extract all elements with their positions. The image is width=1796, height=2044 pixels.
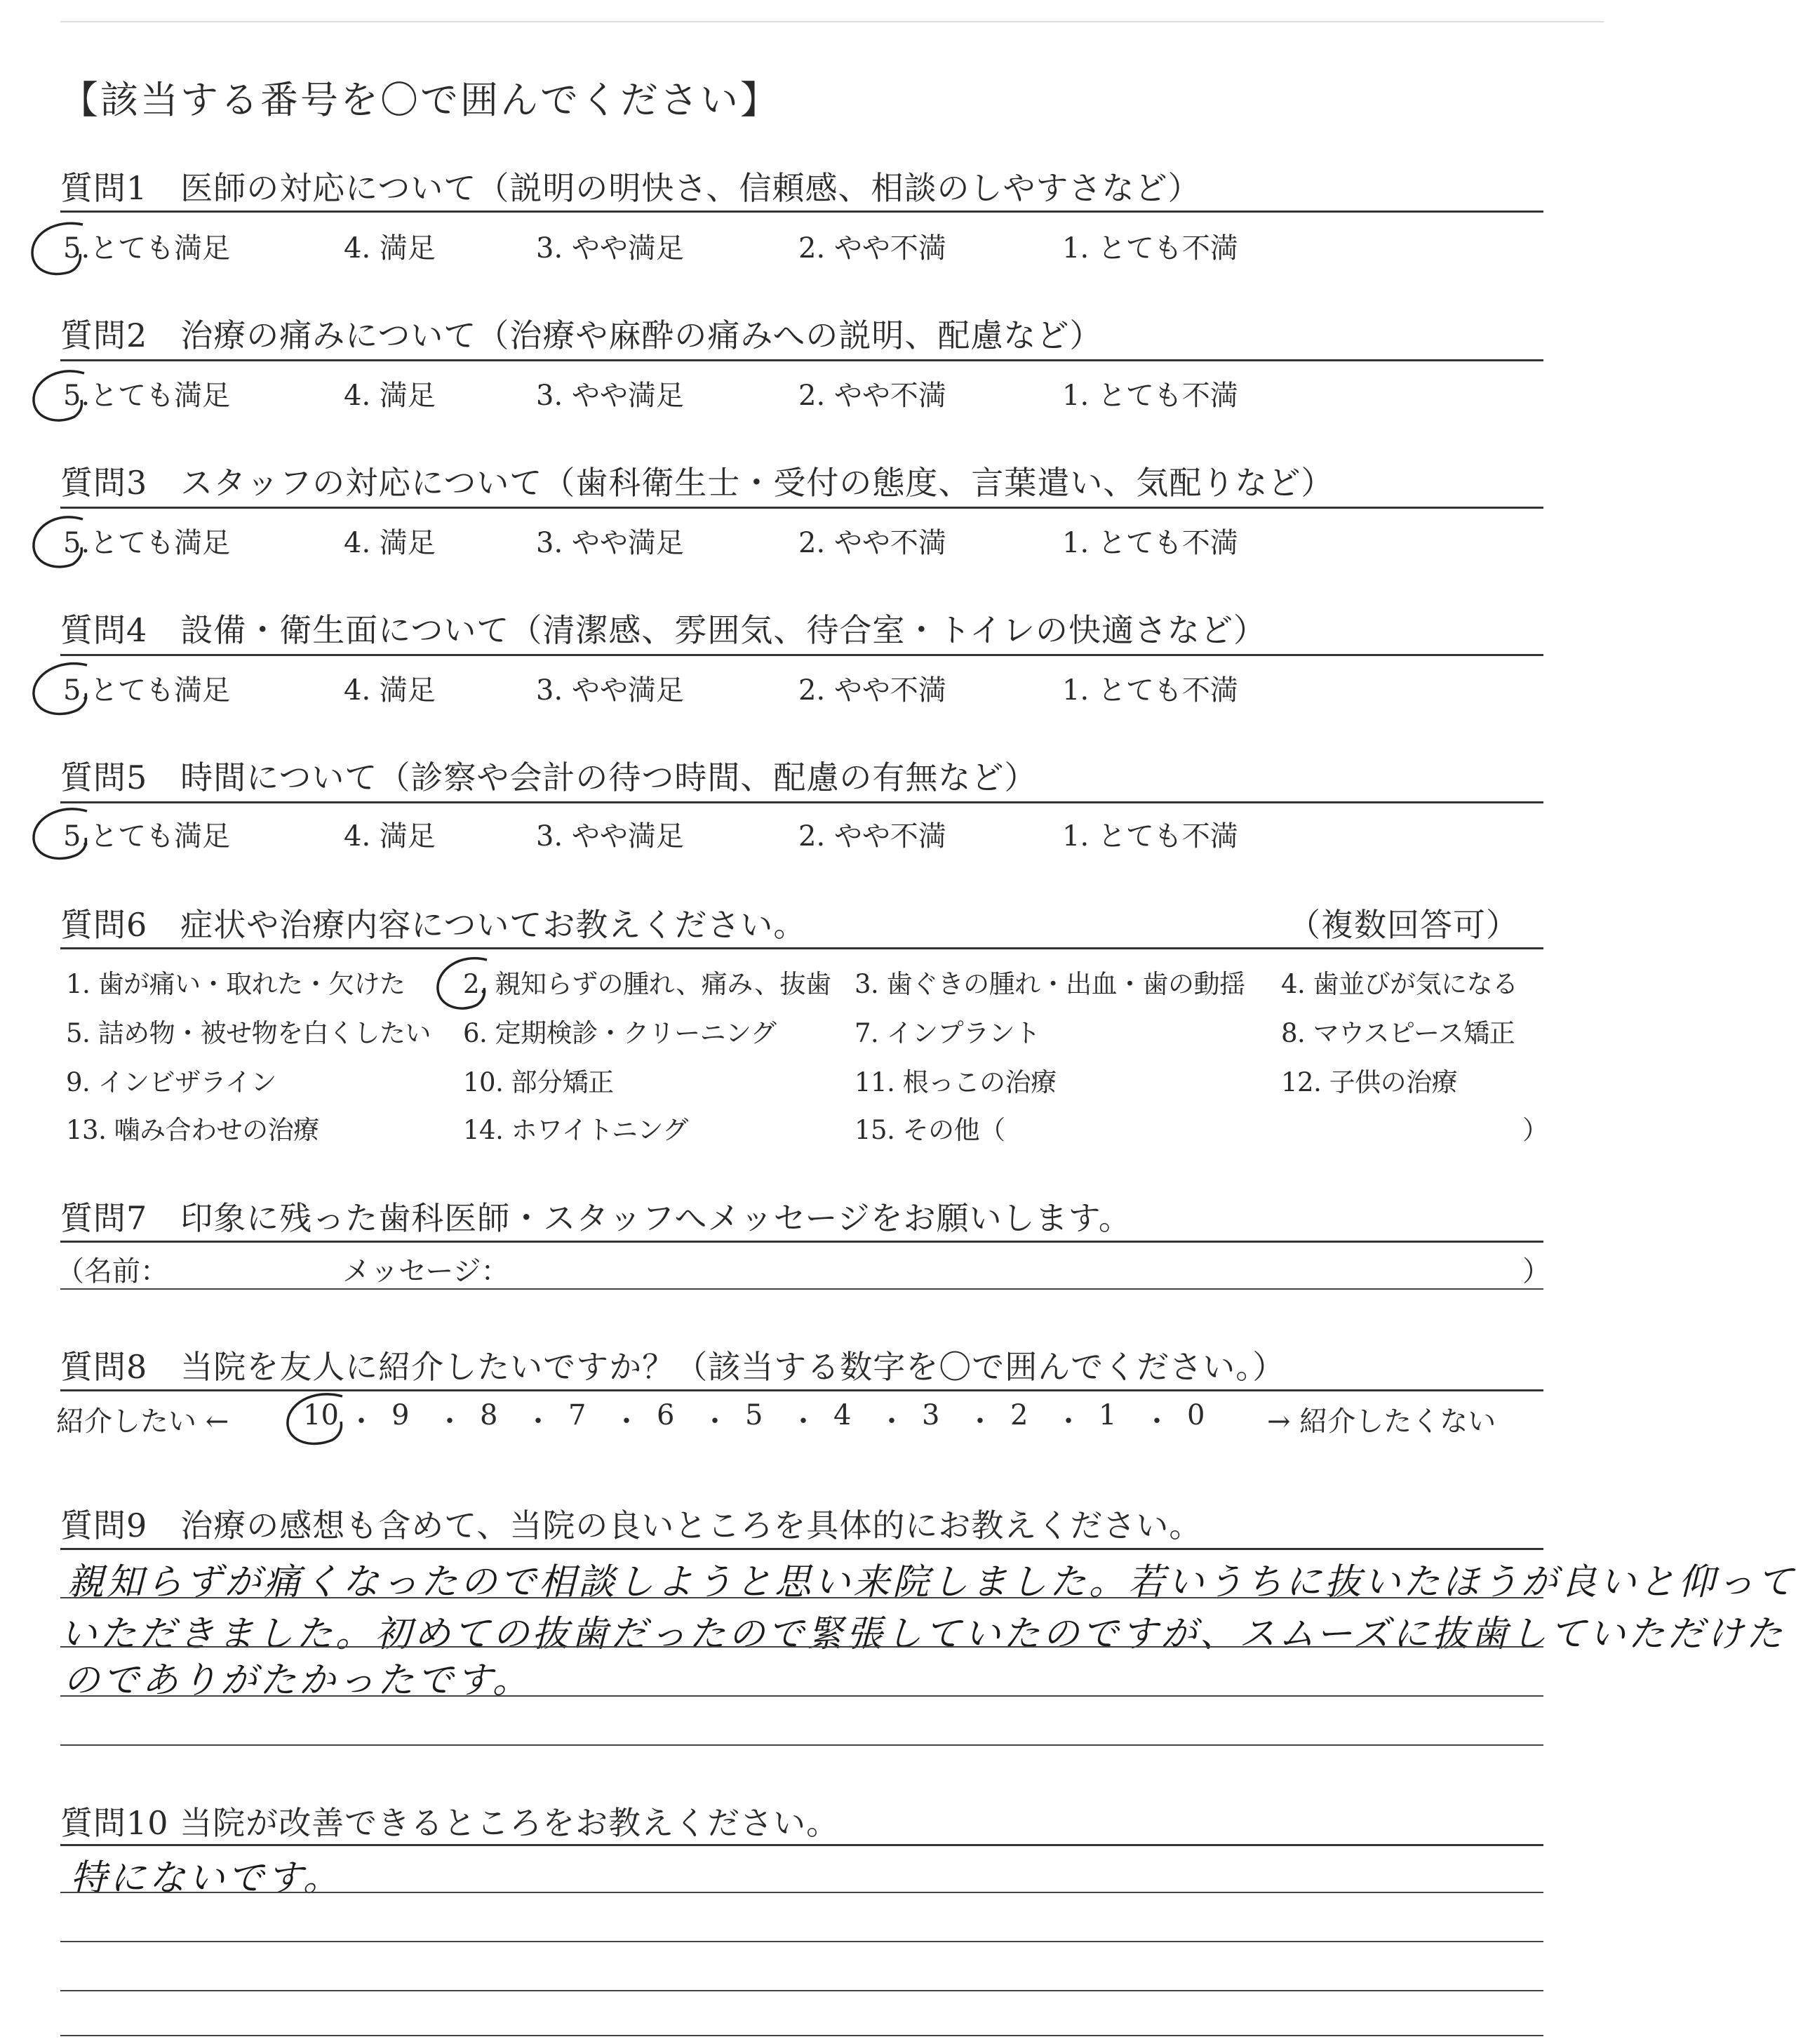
question-10-title: 質問10 当院が改善できるところをお教えください。 [60,1804,840,1842]
q4-option-1[interactable]: 1. とても不満 [1062,674,1238,707]
q2-option-5[interactable]: 5.とても満足 [63,380,231,412]
q8-scale-separator: ・ [524,1405,552,1438]
q6-option-10[interactable]: 10. 部分矯正 [463,1067,614,1097]
q8-scale-3[interactable]: 3 [922,1399,940,1431]
q7-name-label: （名前： [56,1255,168,1288]
q1-option-2[interactable]: 2. やや不満 [798,232,946,265]
q8-scale-0[interactable]: 0 [1187,1399,1205,1431]
q8-scale-5[interactable]: 5 [745,1399,763,1431]
q6-option-7[interactable]: 7. インプラント [855,1018,1040,1048]
q3-option-4[interactable]: 4. 満足 [344,527,436,559]
q6-option-8[interactable]: 8. マウスピース矯正 [1281,1018,1515,1048]
page-header: 【該当する番号を〇で囲んでください】 [60,78,780,122]
q3-option-3[interactable]: 3. やや満足 [536,527,684,559]
q7-answer-line [60,1288,1543,1290]
q1-option-1[interactable]: 1. とても不満 [1062,232,1238,265]
q6-option-12[interactable]: 12. 子供の治療 [1281,1067,1458,1097]
q7-close-paren: ） [1522,1255,1550,1288]
q8-scale-7[interactable]: 7 [568,1399,587,1431]
q8-scale-8[interactable]: 8 [480,1399,498,1431]
q2-option-2[interactable]: 2. やや不満 [798,380,946,412]
q2-option-1[interactable]: 1. とても不満 [1062,380,1238,412]
question-3-rule [60,507,1543,509]
question-6-title: 質問6 症状や治療内容についてお教えください。 [60,906,807,944]
q9-answer-line-3: のでありがたかったです。 [63,1659,532,1702]
question-3-title: 質問3 スタッフの対応について（歯科衛生士・受付の態度、言葉遣い、気配りなど） [60,464,1334,502]
q7-message-label: メッセージ： [342,1255,509,1288]
q10-writing-line-2 [60,1941,1543,1942]
question-5-title: 質問5 時間について（診察や会計の待つ時間、配慮の有無など） [60,759,1038,796]
q4-option-5[interactable]: 5.とても満足 [63,674,231,707]
q8-scale-separator: ・ [347,1405,375,1438]
question-6-rule [60,947,1543,949]
q6-option-6[interactable]: 6. 定期検診・クリーニング [463,1018,777,1048]
q8-scale-separator: ・ [789,1405,817,1438]
q9-writing-line-2 [60,1646,1543,1648]
q9-writing-line-4 [60,1744,1543,1746]
q2-selection-circle-mark [28,366,98,429]
q10-answer: 特にないです。 [70,1857,342,1899]
q3-selection-circle-mark [28,512,98,575]
q9-answer-line-1: 親知らずが痛くなったので相談しようと思い来院しました。若いうちに抜いたほうが良いと仰って [67,1561,1796,1603]
question-7-title: 質問7 印象に残った歯科医師・スタッフへメッセージをお願いします。 [60,1199,1132,1237]
question-10-rule [60,1844,1543,1846]
question-1-title: 質問1 医師の対応について（説明の明快さ、信頼感、相談のしやすさなど） [60,169,1201,207]
q4-option-4[interactable]: 4. 満足 [344,674,436,707]
q3-option-2[interactable]: 2. やや不満 [798,527,946,559]
q9-writing-line-1 [60,1597,1543,1598]
q3-option-5[interactable]: 5.とても満足 [63,527,231,559]
q4-option-2[interactable]: 2. やや不満 [798,674,946,707]
q8-right-label: → 紹介したくない [1267,1405,1496,1438]
q3-option-1[interactable]: 1. とても不満 [1062,527,1238,559]
question-9-title: 質問9 治療の感想も含めて、当院の良いところを具体的にお教えください。 [60,1507,1202,1544]
question-6-note: （複数回答可） [1288,906,1519,944]
q9-answer-line-2: いただきました。初めての抜歯だったので緊張していたのですが、スムーズに抜歯していただけた [60,1613,1785,1655]
question-2-rule [60,359,1543,361]
question-5-rule [60,801,1543,803]
q8-scale-separator: ・ [436,1405,464,1438]
q6-option-2[interactable]: 2. 親知らずの腫れ、痛み、抜歯 [463,969,831,999]
q1-option-3[interactable]: 3. やや満足 [536,232,684,265]
q8-scale-separator: ・ [1143,1405,1171,1438]
q8-selection-circle-mark [281,1389,358,1452]
q5-option-4[interactable]: 4. 満足 [344,820,436,853]
q8-scale-2[interactable]: 2 [1010,1399,1028,1431]
q2-option-3[interactable]: 3. やや満足 [536,380,684,412]
q8-scale-separator: ・ [878,1405,906,1438]
q8-scale-separator: ・ [701,1405,729,1438]
q5-option-5[interactable]: 5.とても満足 [63,820,231,853]
q6-option-15[interactable]: 15. その他（ [855,1115,1005,1145]
q5-option-1[interactable]: 1. とても不満 [1062,820,1238,853]
q5-option-2[interactable]: 2. やや不満 [798,820,946,853]
question-4-rule [60,654,1543,656]
q6-option-5[interactable]: 5. 詰め物・被せ物を白くしたい [66,1018,431,1048]
q8-scale-10[interactable]: 10 [303,1399,339,1431]
q8-scale-separator: ・ [966,1405,994,1438]
top-edge-line [60,21,1604,22]
q1-selection-circle-mark [28,219,98,282]
q8-scale-4[interactable]: 4 [833,1399,852,1431]
q6-option-4[interactable]: 4. 歯並びが気になる [1281,969,1518,999]
q10-writing-line-4 [60,2035,1543,2036]
q10-writing-line-3 [60,1990,1543,1991]
q8-scale-1[interactable]: 1 [1099,1399,1117,1431]
q2-option-4[interactable]: 4. 満足 [344,380,436,412]
q8-scale-separator: ・ [612,1405,641,1438]
q5-selection-circle-mark [28,804,105,867]
q6-option-9[interactable]: 9. インビザライン [66,1067,276,1097]
q6-option-14[interactable]: 14. ホワイトニング [463,1115,688,1145]
q5-option-3[interactable]: 3. やや満足 [536,820,684,853]
q1-option-4[interactable]: 4. 満足 [344,232,436,265]
question-9-rule [60,1548,1543,1550]
q6-option-1[interactable]: 1. 歯が痛い・取れた・欠けた [66,969,406,999]
q8-scale-6[interactable]: 6 [657,1399,675,1431]
q6-selection-circle-mark [431,954,501,1017]
q4-selection-circle-mark [28,660,105,723]
question-2-title: 質問2 治療の痛みについて（治療や麻酔の痛みへの説明、配慮など） [60,316,1103,354]
question-4-title: 質問4 設備・衛生面について（清潔感、雰囲気、待合室・トイレの快適さなど） [60,611,1267,649]
q1-option-5[interactable]: 5.とても満足 [63,232,231,265]
question-7-rule [60,1241,1543,1243]
q6-option-3[interactable]: 3. 歯ぐきの腫れ・出血・歯の動揺 [855,969,1245,999]
q6-option-11[interactable]: 11. 根っこの治療 [855,1067,1057,1097]
q8-scale-9[interactable]: 9 [391,1399,410,1431]
q9-writing-line-3 [60,1695,1543,1697]
q4-option-3[interactable]: 3. やや満足 [536,674,684,707]
q6-other-close-paren: ） [1522,1115,1548,1145]
q8-left-label: 紹介したい ← [56,1405,229,1438]
q10-writing-line-1 [60,1892,1543,1893]
q6-option-13[interactable]: 13. 噛み合わせの治療 [66,1115,319,1145]
question-8-title: 質問8 当院を友人に紹介したいですか？（該当する数字を〇で囲んでください。） [60,1348,1286,1386]
question-1-rule [60,211,1543,213]
q8-scale-separator: ・ [1054,1405,1083,1438]
